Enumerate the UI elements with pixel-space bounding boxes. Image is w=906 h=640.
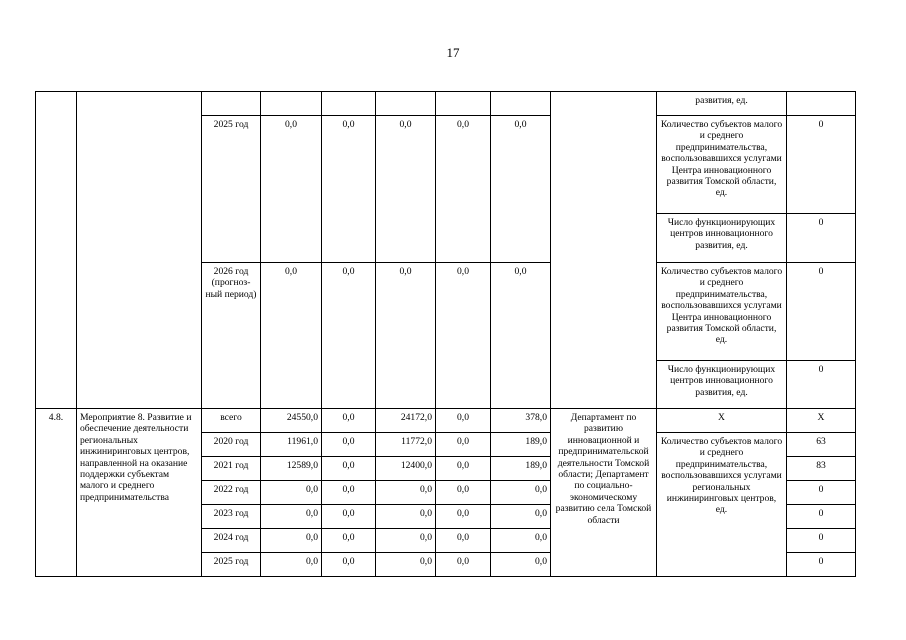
value-cell: 0,0 [376, 116, 436, 263]
indicator-total-mark: Х [657, 409, 787, 433]
year-cell: 2021 год [202, 457, 261, 481]
value-cell: 11772,0 [376, 433, 436, 457]
value-cell: 0,0 [261, 553, 322, 577]
year-cell: 2022 год [202, 481, 261, 505]
value-cell: 0,0 [436, 481, 491, 505]
value-cell: 0,0 [491, 481, 551, 505]
year-cell: 2026 год (прогноз-ный период) [202, 263, 261, 409]
value-cell: 12400,0 [376, 457, 436, 481]
indicator-name: Количество субъектов малого и среднего предпринимательства, воспользовавшихся услугами региональных инжиниринговых центров, ед. [657, 433, 787, 577]
value-cell: 0,0 [436, 433, 491, 457]
value-cell: 0,0 [322, 433, 376, 457]
value-cell: 0,0 [376, 529, 436, 553]
value-cell: 0,0 [261, 505, 322, 529]
value-cell: 0,0 [322, 553, 376, 577]
indicator-value: 0 [787, 361, 856, 409]
program-table [35, 91, 856, 577]
year-cell: 2024 год [202, 529, 261, 553]
year-cell: всего [202, 409, 261, 433]
indicator-value: 0 [787, 505, 856, 529]
value-cell: 0,0 [491, 505, 551, 529]
value-cell: 11961,0 [261, 433, 322, 457]
value-cell: 0,0 [436, 457, 491, 481]
value-cell: 0,0 [491, 529, 551, 553]
value-cell: 0,0 [491, 263, 551, 409]
value-cell: 0,0 [376, 263, 436, 409]
value-cell: 0,0 [322, 481, 376, 505]
value-cell: 0,0 [436, 529, 491, 553]
year-cell: 2023 год [202, 505, 261, 529]
value-cell: 0,0 [261, 116, 322, 263]
value-cell: 0,0 [322, 409, 376, 433]
value-cell: 0,0 [491, 116, 551, 263]
event-name: Мероприятие 8. Развитие и обеспечение деятельности региональных инжиниринговых центров, направленной на оказание поддержки субъектам малого и среднего предпринимательства [77, 409, 202, 577]
indicator-value: Х [787, 409, 856, 433]
event-number: 4.8. [36, 409, 77, 577]
indicator-name: Количество субъектов малого и среднего предпринимательства, воспользовавшихся услугами Центра инновационного развития Томской области, ед. [657, 263, 787, 361]
value-cell: 0,0 [322, 116, 376, 263]
indicator-name: Количество субъектов малого и среднего предпринимательства, воспользовавшихся услугами Центра инновационного развития Томской области, ед. [657, 116, 787, 214]
table-row [36, 92, 856, 116]
year-cell: 2025 год [202, 116, 261, 263]
executor-cell: Департамент по развитию инновационной и предпринимательской деятельности Томской области; Департамент по социально-экономическому развитию села Томской области [551, 409, 657, 577]
indicator-value: 63 [787, 433, 856, 457]
year-cell: 2025 год [202, 553, 261, 577]
indicator-name: Число функционирующих центров инновационного развития, ед. [657, 361, 787, 409]
value-cell: 0,0 [436, 116, 491, 263]
indicator-value: 0 [787, 263, 856, 361]
value-cell: 12589,0 [261, 457, 322, 481]
value-cell: 24172,0 [376, 409, 436, 433]
value-cell: 24550,0 [261, 409, 322, 433]
value-cell: 0,0 [322, 263, 376, 409]
value-cell: 0,0 [261, 481, 322, 505]
value-cell: 189,0 [491, 433, 551, 457]
indicator-value: 0 [787, 116, 856, 214]
page-number: 17 [446, 45, 460, 60]
value-cell: 0,0 [436, 553, 491, 577]
indicator-value: 0 [787, 481, 856, 505]
indicator-name: развития, ед. [657, 92, 787, 116]
indicator-value: 0 [787, 553, 856, 577]
indicator-value: 0 [787, 214, 856, 263]
indicator-value: 83 [787, 457, 856, 481]
value-cell: 189,0 [491, 457, 551, 481]
value-cell: 0,0 [322, 529, 376, 553]
value-cell: 0,0 [436, 409, 491, 433]
indicator-value: 0 [787, 529, 856, 553]
table-row [36, 409, 856, 433]
value-cell: 0,0 [261, 263, 322, 409]
value-cell: 0,0 [436, 263, 491, 409]
value-cell: 0,0 [261, 529, 322, 553]
value-cell: 0,0 [436, 505, 491, 529]
value-cell: 0,0 [491, 553, 551, 577]
indicator-name: Число функционирующих центров инновационного развития, ед. [657, 214, 787, 263]
value-cell: 0,0 [376, 553, 436, 577]
year-cell: 2020 год [202, 433, 261, 457]
value-cell: 0,0 [376, 505, 436, 529]
value-cell: 378,0 [491, 409, 551, 433]
value-cell: 0,0 [376, 481, 436, 505]
value-cell: 0,0 [322, 505, 376, 529]
value-cell: 0,0 [322, 457, 376, 481]
